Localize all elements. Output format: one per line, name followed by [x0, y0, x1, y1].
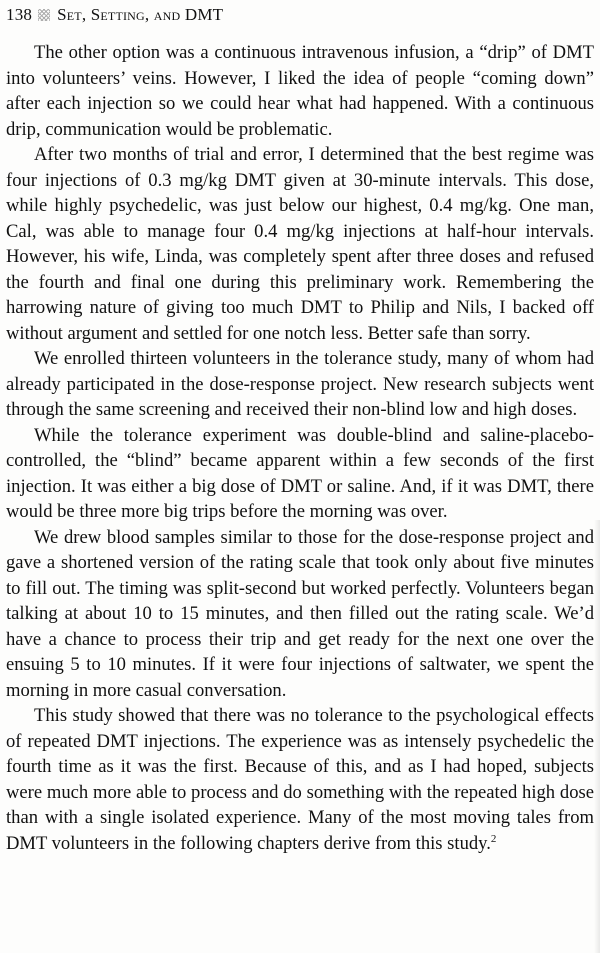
running-head — [6, 4, 223, 26]
page-number: 138 — [6, 5, 33, 24]
paragraph: We enrolled thirteen volunteers in the tolerance study, many of whom had already participated in the dose-response project. New research subjects went through the same screening and received their non-blind low and high doses. — [6, 348, 594, 420]
paragraph-last — [6, 703, 594, 856]
chapter-title: Set, Setting, and DMT — [57, 5, 224, 24]
footnote-marker: 2 — [490, 832, 497, 845]
paragraph-text: This study showed that there was no tolerance to the psychological effects of repeated DMT injections. The experience was as intensely psychedelic the fourth time as it was the first. Because of this, and as I had hoped, subjects were much more able to process and do something with the repeated high dose than with a single isolated experience. Many of the most moving tales from DMT volunteers in the following chapters derive from this study. — [6, 705, 594, 854]
paragraph: While the tolerance experiment was double-blind and saline-placebo-controlled, the “blind” became apparent within a few seconds of the first injection. It was either a big dose of DMT or saline. And, if it was DMT, there would be three more big trips before the morning was over. — [6, 424, 594, 522]
paragraph: We drew blood samples similar to those for the dose-response project and gave a shortened version of the rating scale that took only about five minutes to fill out. The timing was split-second but worked perfectly. Volunteers began talking at about 10 to 15 minutes, and then filled out the rating scale. We’d have a chance to process their trip and get ready for the next one over the ensuing 5 to 10 minutes. If it were four injections of saltwater, we spent the morning in more casual conversation. — [6, 526, 594, 701]
ornament-icon — [38, 9, 50, 21]
paragraph: The other option was a continuous intravenous infusion, a “drip” of DMT into volunteers’ veins. However, I liked the idea of people “coming down” after each injection so we could hear what had happened. With a continuous drip, communication would be problematic. — [6, 42, 594, 140]
paragraph: After two months of trial and error, I determined that the best regime was four injections of 0.3 mg/kg DMT given at 30-minute intervals. This dose, while highly psychedelic, was just below our highest, 0.4 mg/kg. One man, Cal, was able to manage four 0.4 mg/kg injections at half-hour intervals. However, his wife, Linda, was completely spent after three doses and refused the fourth and final one during this preliminary work. Remembering the harrowing nature of giving too much DMT to Philip and Nils, I backed off without argument and settled for one notch less. Better safe than sorry. — [6, 144, 594, 344]
page-edge-shadow — [594, 520, 600, 953]
body-text — [6, 40, 594, 856]
